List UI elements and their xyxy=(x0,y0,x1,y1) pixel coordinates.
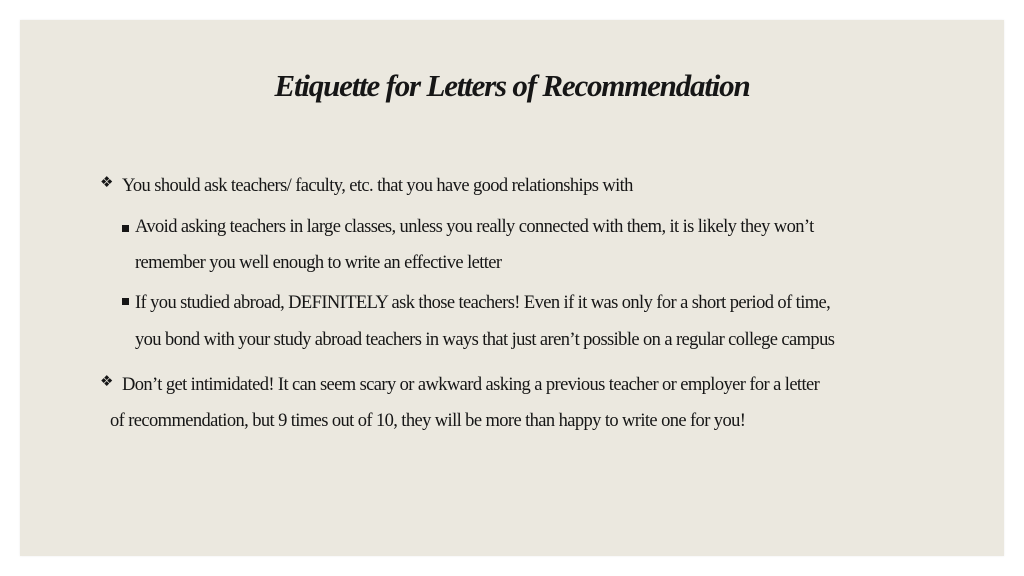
slide-title: Etiquette for Letters of Recommendation xyxy=(274,68,750,103)
diamond-bullet-icon: ❖ xyxy=(100,173,114,191)
bullet-2-line-2: of recommendation, but 9 times out of 10, they will be more than happy to write one for you! xyxy=(110,411,746,431)
square-bullet-icon xyxy=(122,298,129,305)
square-bullet-icon xyxy=(122,225,129,232)
sub-bullet-2-line-2: you bond with your study abroad teachers in ways that just aren’t possible on a regular college campus xyxy=(135,330,835,350)
sub-bullet-2-line-1: If you studied abroad, DEFINITELY ask those teachers! Even if it was only for a short period of time, xyxy=(135,293,831,313)
sub-bullet-1-line-2: remember you well enough to write an effective letter xyxy=(135,253,502,273)
sub-bullet-1-line-1: Avoid asking teachers in large classes, unless you really connected with them, it is likely they won’t xyxy=(135,217,814,237)
bullet-1-text: You should ask teachers/ faculty, etc. that you have good relationships with xyxy=(122,176,633,196)
bullet-2-line-1: Don’t get intimidated! It can seem scary or awkward asking a previous teacher or employer for a letter xyxy=(122,375,820,395)
diamond-bullet-icon: ❖ xyxy=(100,372,114,390)
